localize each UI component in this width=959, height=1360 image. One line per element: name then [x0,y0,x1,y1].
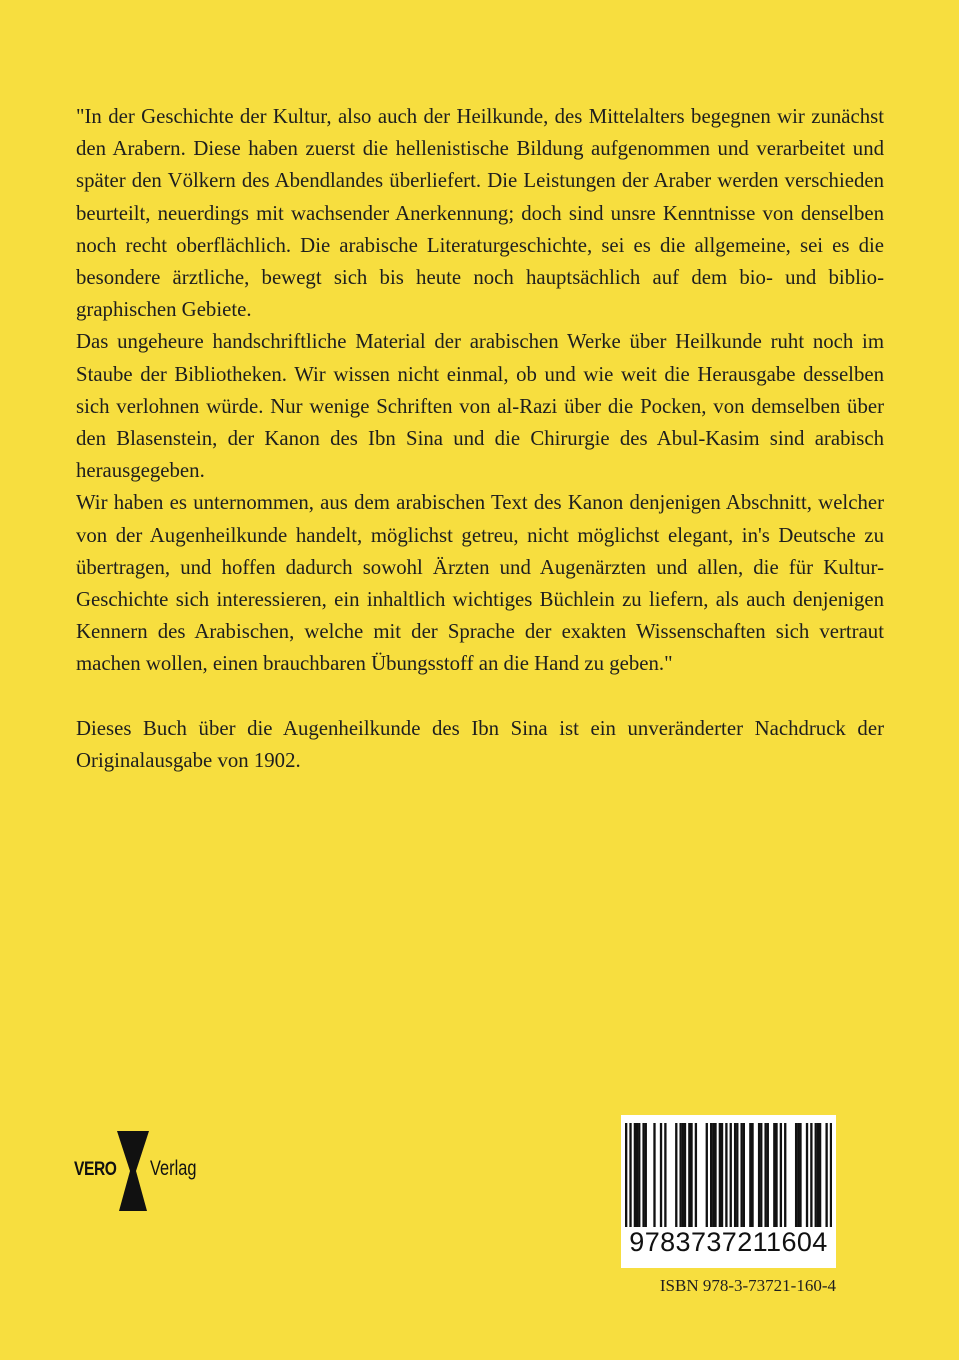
quote-paragraph-1: "In der Geschichte der Kultur, also auch der Heilkunde, des Mittelalters begegnen wir zunächst den Arabern. Diese haben zuerst die hellenistische Bildung aufgenommen und verarbeitet und später den Völkern des Abendlandes überliefert. Die Leistungen der Araber werden verschieden beurteilt, neuerdings mit wachsender Anerkennung; doch sind unsre Kenntnisse von denselben noch recht oberflächlich. Die arabische Literaturgeschichte, sei es die allgemeine, sei es die besondere ärztliche, bewegt sich bis heute noch hauptsächlich auf dem bio- und biblio-graphischen Gebiete. [76,105,884,322]
barcode-bar [749,1123,751,1227]
barcode-bar [830,1123,832,1227]
barcode-bar [675,1123,677,1227]
barcode-bar [653,1123,655,1227]
reprint-note: Dieses Buch über die Augenheilkunde des Ibn Sina ist ein unveränderter Nachdruck der Originalausgabe von 1902. [76,716,884,772]
barcode-bar [758,1123,760,1227]
barcode-number: 9783737211604 [629,1227,828,1257]
quote-paragraph-2: Das ungeheure handschriftliche Material der arabischen Werke über Heilkunde ruht noch im Staube der Bibliotheken. Wir wissen nicht einmal, ob und wie weit die Herausgabe desselben sich verlohnen würde. Nur wenige Schriften von al-Razi über die Pocken, von demselben über den Blasenstein, der Kanon des Ibn Sina und die Chirurgie des Abul-Kasim sind arabisch herausgegeben. [76,330,884,483]
barcode-bar [780,1123,782,1227]
barcode-bar [710,1123,712,1227]
barcode-bar [751,1123,753,1227]
barcode-bar [719,1123,721,1227]
barcode-bars [625,1123,832,1227]
publisher-logo [74,1131,199,1211]
barcode-bar [806,1123,808,1227]
barcode-bar [797,1123,799,1227]
barcode-bar [819,1123,821,1227]
barcode-bar [760,1123,762,1227]
barcode-bar [730,1123,732,1227]
barcode-bar [743,1123,745,1227]
barcode-bar [740,1123,742,1227]
barcode-bar [825,1123,827,1227]
barcode-bar [784,1123,786,1227]
hourglass-logo-icon [116,1131,150,1211]
logo-vero-text: VERO [74,1159,117,1180]
barcode-bar [734,1123,736,1227]
barcode-bar [690,1123,692,1227]
barcode-bar [810,1123,812,1227]
barcode-bar [636,1123,638,1227]
barcode-bar [764,1123,766,1227]
isbn-label: ISBN 978-3-73721-160-4 [659,1276,836,1295]
barcode-bar [817,1123,819,1227]
barcode-bar [634,1123,636,1227]
barcode-bar [629,1123,631,1227]
quote-paragraph-3: Wir haben es unternommen, aus dem arabischen Text des Kanon denjenigen Abschnitt, welcher von der Augenheilkunde handelt, möglichst getreu, nicht möglichst elegant, in's Deutsche zu übertragen, und hoffen dadurch sowohl Ärzten und Augenärzten und allen, die für Kultur-Geschichte sich interessieren, ein inhaltlich wichtiges Büchlein zu liefern, als auch denjenigen Kennern des Arabischen, welche mit der Sprache der exakten Wissenschaften sich vertraut machen wollen, einen brauchbaren Übungsstoff an die Hand zu geben." [76,491,884,676]
logo-verlag-text: Verlag [150,1157,197,1180]
barcode-bar [736,1123,738,1227]
barcode-bar [645,1123,647,1227]
barcode-bar [775,1123,777,1227]
barcode-bar [714,1123,716,1227]
barcode-bar [721,1123,723,1227]
barcode-bar [725,1123,727,1227]
barcode-bar [815,1123,817,1227]
barcode-bar [638,1123,640,1227]
barcode-bar [679,1123,681,1227]
barcode-bar [795,1123,797,1227]
barcode-bar [664,1123,666,1227]
barcode-bar [695,1123,697,1227]
barcode-bar [684,1123,686,1227]
back-cover-text [76,101,884,777]
barcode-bar [706,1123,708,1227]
barcode [621,1115,836,1268]
barcode-bar [767,1123,769,1227]
barcode-bar [799,1123,801,1227]
barcode-bar [682,1123,684,1227]
barcode-bar [625,1123,627,1227]
barcode-bar [660,1123,662,1227]
barcode-bar [712,1123,714,1227]
barcode-bar [642,1123,644,1227]
barcode-bar [688,1123,690,1227]
barcode-bar [773,1123,775,1227]
